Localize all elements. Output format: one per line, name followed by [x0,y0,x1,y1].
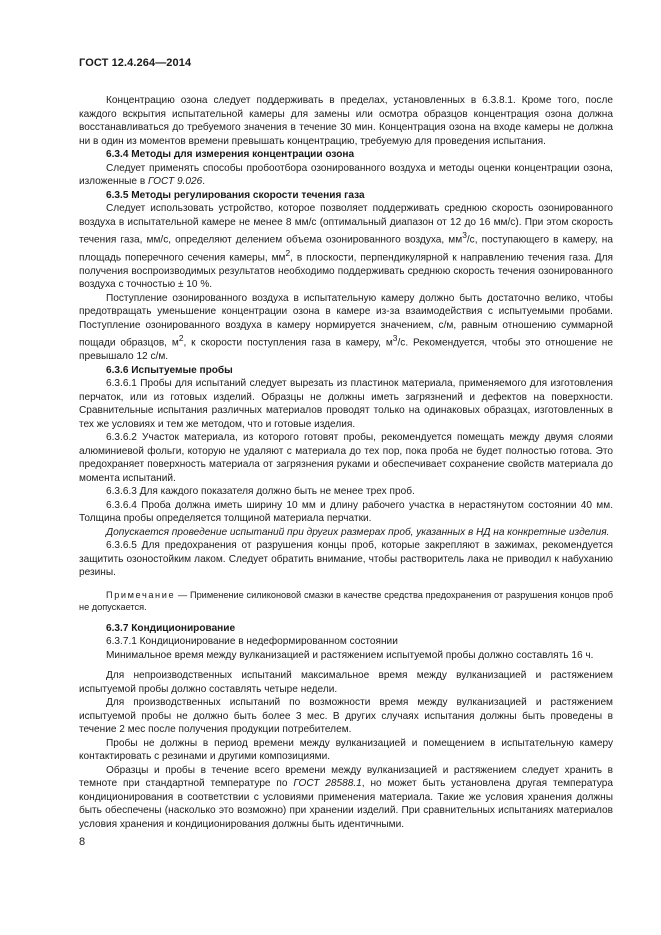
standard-reference: ГОСТ 9.026 [148,176,203,187]
paragraph-6-3-4: Следует применять способы пробоотбора озонированного воздуха и методы оценки концентрации озона, изложенные в ГОСТ 9.026. [79,162,613,187]
heading-6-3-4: 6.3.4 Методы для измерения концентрации озона [106,149,355,160]
paragraph-6-3-6-4-allowance: Допускается проведение испытаний при других размерах проб, указанных в НД на конкретные изделия. [106,526,610,538]
document-body [79,94,613,831]
paragraph-6-3-6-1: 6.3.6.1 Пробы для испытаний следует вырезать из пластинок материала, применяемого для изготовления перчаток, или из готовых изделий. Образцы не должны иметь загрязнений и дефектов на поверхности. Сравнительные испытания различных материалов проводят только на одинаковых образцах, изготовленных в тех же условиях и тем же методом, что и готовые изделия. [79,378,613,430]
paragraph-nonproduction: Для непроизводственных испытаний максимальное время между вулканизацией и растяжением испытуемой пробы должно составлять четыре недели. [79,670,613,695]
spacer [79,613,613,622]
paragraph-6-3-6-2: 6.3.6.2 Участок материала, из которого готовят пробы, рекомендуется помещать между двумя слоями алюминиевой фольги, которую не удаляют с материала до тех пор, пока проба не будет полностью готова. Это предохраняет поверхность материала от загрязнения руками и обеспечивает сохранение свойств материала до момента испытаний. [79,432,613,484]
paragraph-6-3-5-speed: Следует использовать устройство, которое позволяет поддерживать среднюю скорость озонированного воздуха в испытательной камере не менее 8 мм/с (оптимальный диапазон от 12 до 16 мм/с). При этом скорость течения газа, мм/с, определяют делением объема озонированного воздуха, $мм^3/с$, поступающего в камеру, на площадь поперечного сечения камеры, $мм^2$, в плоскости, перпендикулярной к направлению течения газа. Для получения воспроизводимых результатов необходимо поддерживать среднюю скорость течения озонированного воздуха с точностью ± 10 %. [79,203,614,291]
heading-6-3-6: 6.3.6 Испытуемые пробы [106,364,233,376]
paragraph-min-time: Минимальное время между вулканизацией и растяжением испытуемой пробы должно составлять 16 ч. [106,649,594,661]
standard-reference: ГОСТ 28588.1 [293,778,362,790]
paragraph-production: Для производственных испытаний по возможности время между вулканизацией и растяжением испытуемой пробы не должно быть более 3 мес. В других случаях испытания должны быть проведены в течение 2 мес после получения продукции потребителем. [79,697,613,736]
paragraph-ozone-concentration: Концентрацию озона следует поддерживать в пределах, установленных в 6.3.8.1. Кроме того, после каждого вскрытия испытательной камеры для замены или осмотра образцов концентрация озона должна восстанавливаться до требуемого значения в течение 30 мин. Концентрация озона на входе камеры не должна ни в один из моментов времени превышать концентрацию, требуемую для проведения испытания. [79,95,613,147]
paragraph-storage: Образцы и пробы в течение всего времени между вулканизацией и растяжением следует хранить в темноте при стандартной температуре по ГОСТ 28588.1, но может быть установлена другая температура кондиционирования в соответствии с условиями применения материала. Такие же условия хранения должны быть обеспечены (насколько это возможно) при хранении изделий. При сравнительных испытаниях материалов условия хранения и кондиционирования должны быть идентичными. [79,764,614,830]
note-label: Примечание [106,589,176,600]
paragraph-6-3-6-3: 6.3.6.3 Для каждого показателя должно быть не менее трех проб. [106,486,415,498]
spacer [79,662,613,669]
paragraph-6-3-7-1: 6.3.7.1 Кондиционирование в недеформированном состоянии [106,636,398,648]
heading-6-3-5: 6.3.5 Методы регулирования скорости течения газа [106,189,365,201]
paragraph-6-3-5-flow: Поступление озонированного воздуха в испытательную камеру должно быть достаточно велико, чтобы предотвращать уменьшение концентрации озона в камере из-за взаимодействия с испытуемыми пробами. Поступление озонированного воздуха в камеру нормируется значением, с/м, равным отношению суммарной пощади образцов, $м^2$, к скорости поступления газа в камеру, $м^3/с$. Рекомендуется, чтобы это отношение не превышало 12 с/м. [79,292,613,363]
paragraph-contact: Пробы не должны в период времени между вулканизацией и помещением в испытательную камеру контактировать с резинами и другими композициями. [79,737,613,763]
paragraph-6-3-6-5: 6.3.6.5 Для предохранения от разрушения концы проб, которые закрепляют в зажимах, рекомендуется защитить озоностойким лаком. Следует обратить внимание, чтобы растворитель лака не приводил к набуханию резины. [79,540,613,579]
spacer [79,580,613,589]
heading-6-3-7: 6.3.7 Кондиционирование [106,622,236,634]
standard-header: ГОСТ 12.4.264—2014 [79,57,192,69]
paragraph-6-3-6-4: 6.3.6.4 Проба должна иметь ширину 10 мм и длину рабочего участка в нерастянутом состоянии 40 мм. Толщина пробы определяется толщиной материала перчатки. [79,499,613,525]
note: Примечание — Применение силиконовой смазки в качестве средства предохранения от разрушения концов проб не допускается. [79,589,614,612]
page-number: 8 [79,836,86,848]
